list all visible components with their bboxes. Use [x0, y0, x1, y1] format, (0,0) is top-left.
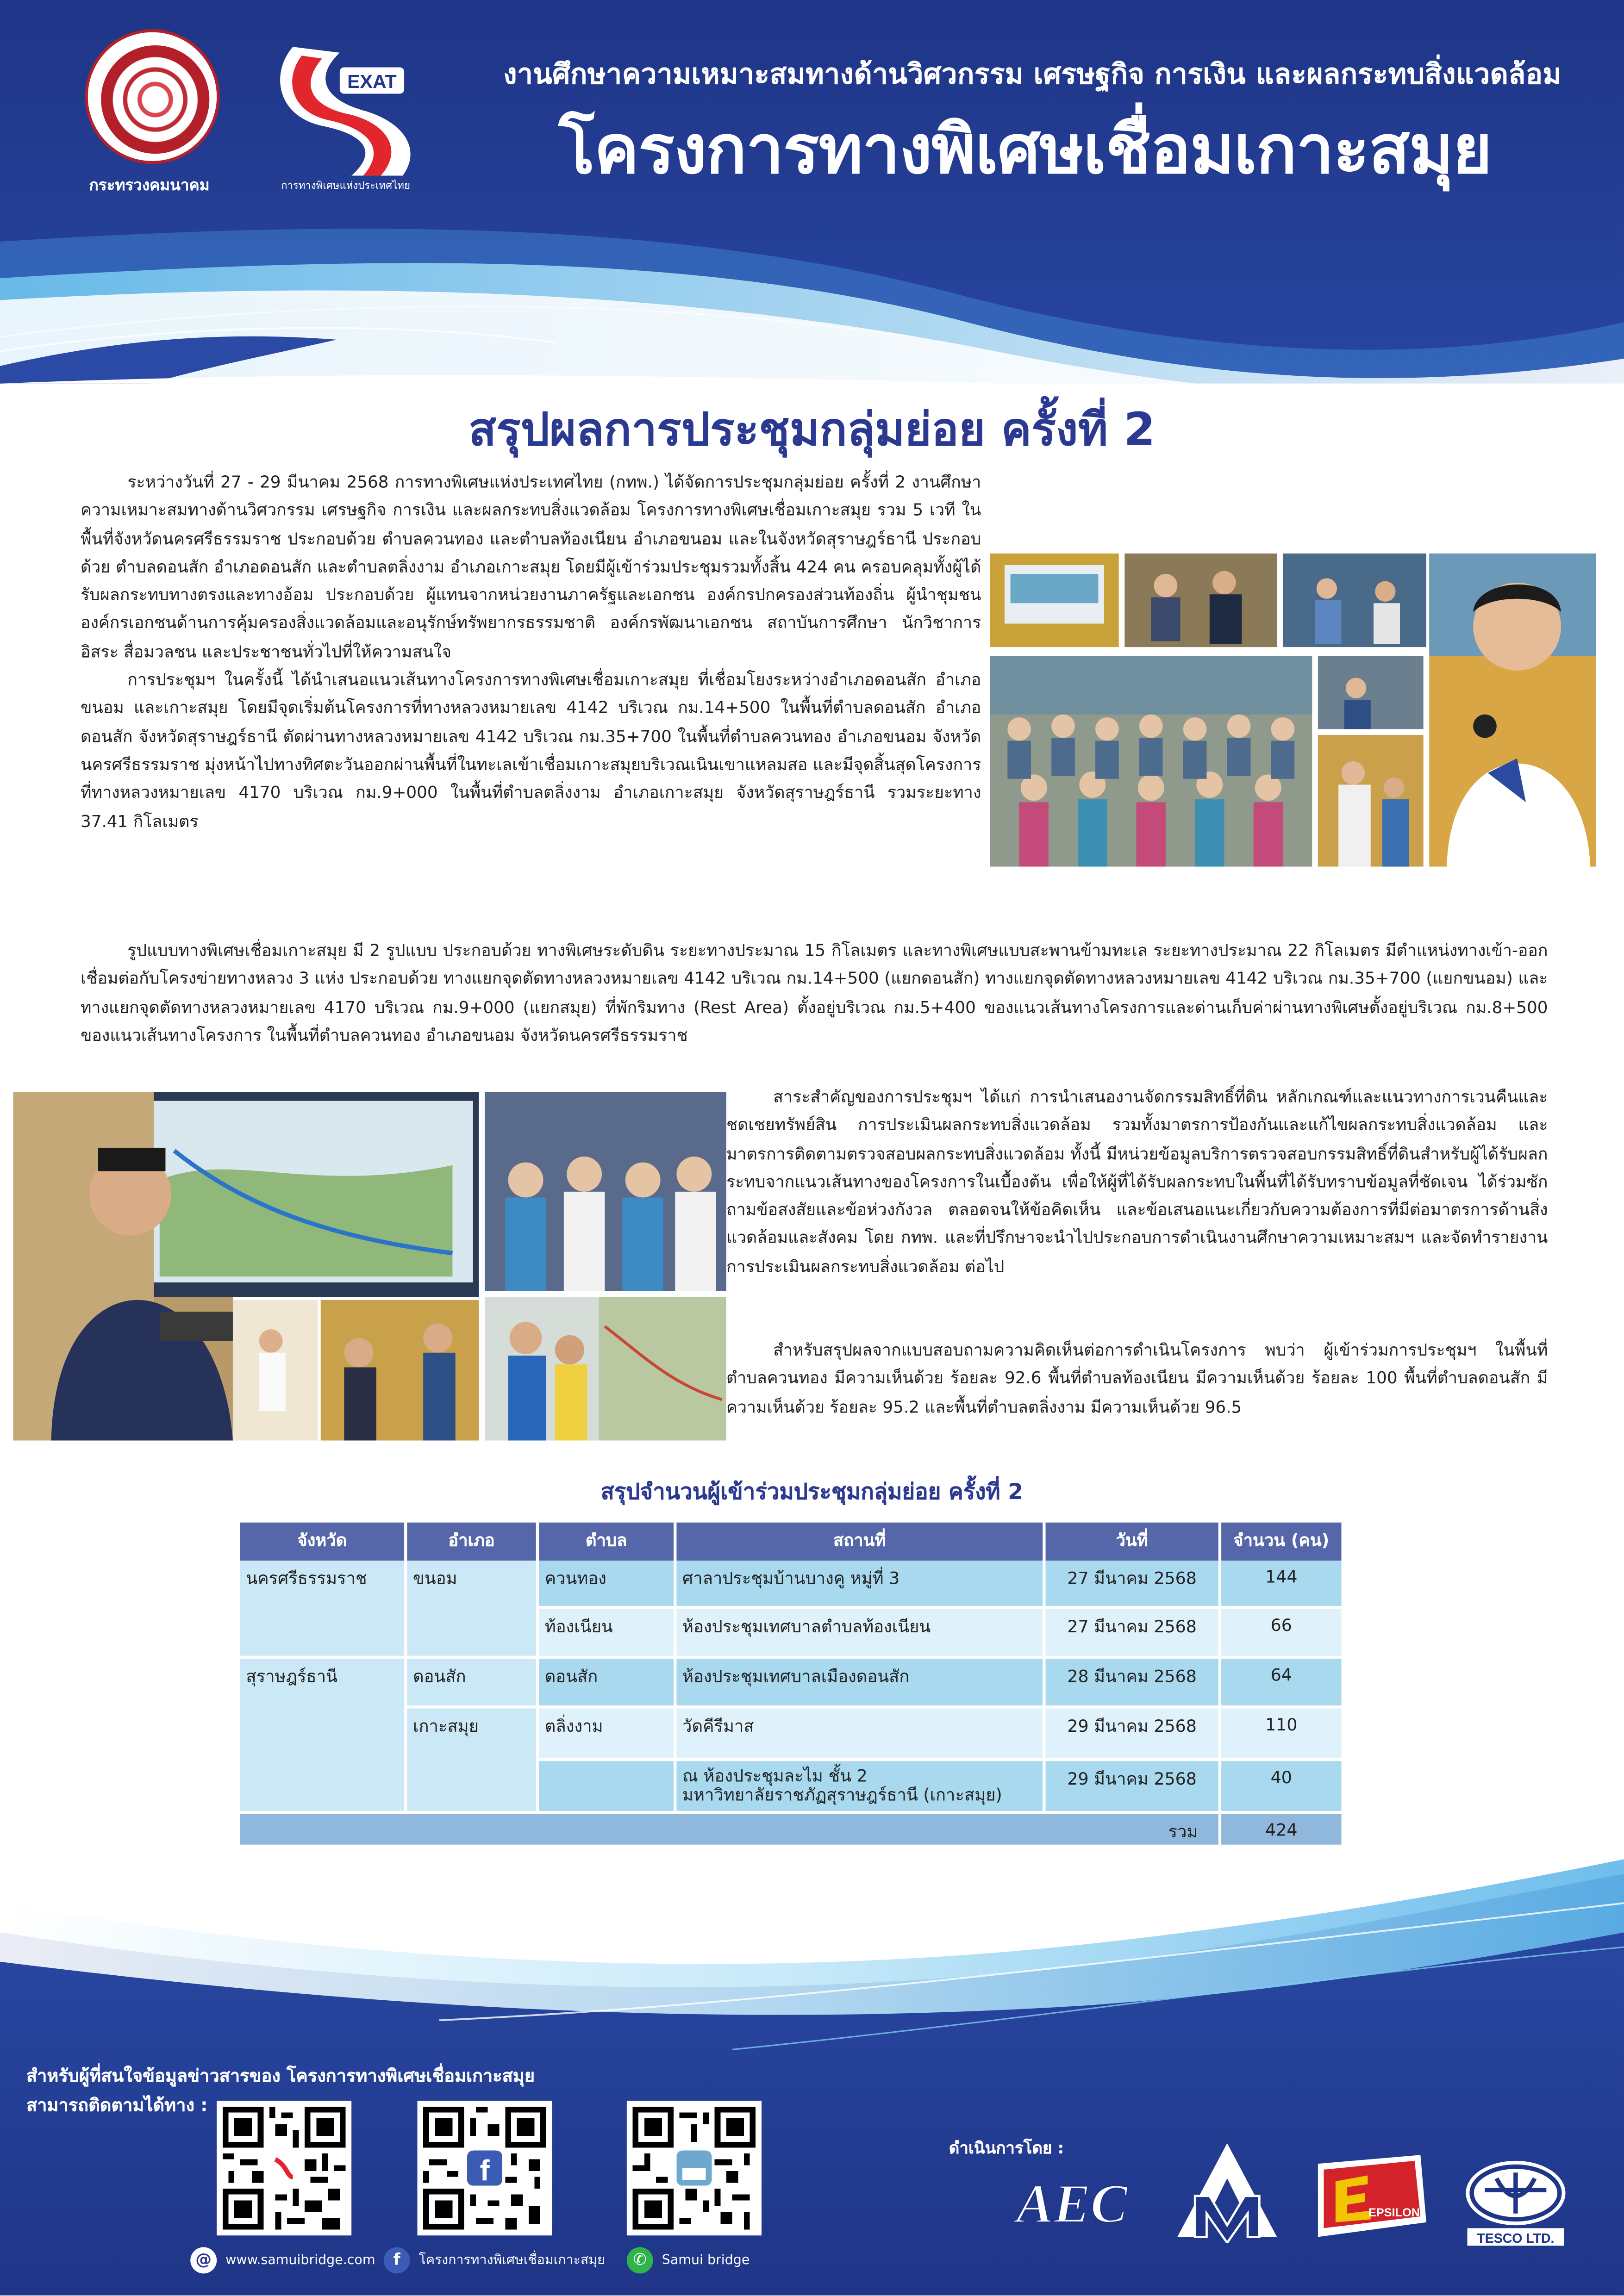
exat-logo — [263, 35, 425, 176]
venue-cell: ห้องประชุมเทศบาลเมืองดอนสัก — [675, 1657, 1044, 1707]
qr-code-line[interactable] — [627, 2101, 762, 2235]
aec-logo-text: AEC — [1016, 2173, 1128, 2235]
paragraph-5: สำหรับสรุปผลจากแบบสอบถามความคิดเห็นต่อการดำเนินโครงการ พบว่า ผู้เข้าร่วมการประชุมฯ ในพื้นที่ตำบลควนทอง มีความเห็นด้วย ร้อยละ 92.6 พื้นที่ตำบลท้องเนียน มีความเห็นด้วย ร้อยละ 100 พื้นที่ตำบลดอนสัก มีความเห็นด้วย ร้อยละ 95.2 และพื้นที่ตำบลตลิ่งงาม มีความเห็นด้วย 96.5 — [726, 1341, 1548, 1417]
venue-cell: ศาลาประชุมบ้านบางคู หมู่ที่ 3 — [675, 1561, 1044, 1607]
epsilon-logo-text: EPSILON — [1368, 2206, 1420, 2220]
aec-logo — [984, 2167, 1160, 2243]
total-value: 424 — [1220, 1812, 1343, 1865]
district-cell: เกาะสมุย — [406, 1707, 537, 1812]
subdistrict-cell: ตลิ่งงาม — [537, 1707, 675, 1760]
contact-line[interactable] — [627, 2247, 750, 2274]
paragraph-3: รูปแบบทางพิเศษเชื่อมเกาะสมุย มี 2 รูปแบบ ประกอบด้วย ทางพิเศษระดับดิน ระยะทางประมาณ 15 กิโลเมตร และทางพิเศษแบบสะพานข้ามทะเล ระยะทางประมาณ 22 กิโลเมตร มีตำแหน่งทางเข้า-ออกเชื่อมต่อกับโครงข่ายทางหลวง 3 แห่ง ประกอบด้วย ทางแยกจุดตัดทางหลวงหมายเลข 4142 บริเวณ กม.14+500 (แยกดอนสัก) ทางแยกจุดตัดทางหลวงหมายเลข 4142 บริเวณ กม.35+700 (แยกขนอม) และทางแยกจุดตัดทางหลวงหมายเลข 4170 บริเวณ กม.9+000 (แยกสมุย) ที่พักริมทาง (Rest Area) ตั้งอยู่บริเวณ กม.5+400 ของแนวเส้นทางโครงการและด่านเก็บค่าผ่านทางพิเศษตั้งอยู่บริเวณ กม.8+500 ของแนวเส้นทางโครงการ ในพื้นที่ตำบลควนทอง อำเภอขนอม จังหวัดนครศรีธรรมราช — [80, 941, 1548, 1045]
date-cell: 27 มีนาคม 2568 — [1044, 1561, 1220, 1607]
date-cell: 29 มีนาคม 2568 — [1044, 1760, 1220, 1812]
contact-facebook[interactable] — [384, 2247, 605, 2274]
count-cell: 40 — [1220, 1760, 1343, 1812]
col-header-count: จำนวน (คน) — [1220, 1523, 1343, 1561]
operated-by-label: ดำเนินการโดย : — [949, 2139, 1064, 2158]
subdistrict-cell — [537, 1760, 675, 1812]
district-cell: ขนอม — [406, 1561, 537, 1657]
col-header-province: จังหวัด — [240, 1523, 406, 1561]
paragraph-4: สาระสำคัญของการประชุมฯ ได้แก่ การนำเสนองานจัดกรรมสิทธิ์ที่ดิน หลักเกณฑ์และแนวทางการเวนคืนและชดเชยทรัพย์สิน การประเมินผลกระทบสิ่งแวดล้อม รวมทั้งมาตรการป้องกันและแก้ไขผลกระทบสิ่งแวดล้อม และมาตรการติดตามตรวจสอบผลกระทบสิ่งแวดล้อม ทั้งนี้ มีหน่วยข้อมูลบริการตรวจสอบกรรมสิทธิ์ที่ดินสำหรับผู้ได้รับผลกระทบจากแนวเส้นทางของโครงการในเบื้องต้น เพื่อให้ผู้ที่ได้รับผลกระทบในพื้นที่ได้รับทราบข้อมูลที่ชัดเจน ได้ร่วมซักถามข้อสงสัยและข้อห่วงกังวล ตลอดจนให้ข้อคิดเห็น และข้อเสนอแนะเกี่ยวกับความต้องการที่มีต่อมาตรการด้านสิ่งแวดล้อมและสังคม โดย กทพ. และที่ปรึกษาจะนำไปประกอบการดำเนินงานศึกษาความเหมาะสมฯ และจัดทำรายงานการประเมินผลกระทบสิ่งแวดล้อม ต่อไป — [726, 1088, 1548, 1276]
count-cell: 144 — [1220, 1561, 1343, 1607]
footer-info-line-2: สามารถติดตามได้ทาง : — [26, 2095, 208, 2116]
col-header-subdistrict: ตำบล — [537, 1523, 675, 1561]
epsilon-logo — [1306, 2152, 1432, 2243]
col-header-district: อำเภอ — [406, 1523, 537, 1561]
ministry-caption: กระทรวงคมนาคม — [89, 177, 210, 195]
table-row — [240, 1561, 1343, 1607]
header-subtitle: งานศึกษาความเหมาะสมทางด้านวิศวกรรม เศรษฐกิจ การเงิน และผลกระทบสิ่งแวดล้อม — [503, 58, 1562, 91]
col-header-date: วันที่ — [1044, 1523, 1220, 1561]
date-cell: 28 มีนาคม 2568 — [1044, 1657, 1220, 1707]
attendance-table — [240, 1523, 1344, 1867]
svg-text:f: f — [480, 2154, 490, 2187]
globe-icon: @ — [190, 2247, 217, 2274]
body-column-wide — [81, 937, 1548, 1050]
website-text: www.samuibridge.com — [225, 2253, 375, 2269]
body-column-top — [81, 468, 981, 836]
line-text: Samui bridge — [662, 2253, 750, 2269]
contact-website[interactable] — [190, 2247, 375, 2274]
count-cell: 66 — [1220, 1607, 1343, 1657]
count-cell: 110 — [1220, 1707, 1343, 1760]
col-header-venue: สถานที่ — [675, 1523, 1044, 1561]
subdistrict-cell: ท้องเนียน — [537, 1607, 675, 1657]
meeting-photo-collage-bottom — [13, 1092, 726, 1441]
body-column-right-2 — [726, 1337, 1548, 1421]
district-cell: ดอนสัก — [406, 1657, 537, 1707]
qr-code-facebook[interactable] — [418, 2101, 552, 2235]
partner-m-logo — [1172, 2137, 1283, 2243]
table-row — [240, 1707, 1343, 1760]
total-label: รวม — [240, 1812, 1220, 1865]
exat-badge-text: EXAT — [347, 70, 397, 92]
paragraph-2: การประชุมฯ ในครั้งนี้ ได้นำเสนอแนวเส้นทางโครงการทางพิเศษเชื่อมเกาะสมุย ที่เชื่อมโยงระหว่างอำเภอดอนสัก อำเภอขนอม และเกาะสมุย โดยมีจุดเริ่มต้นโครงการที่ทางหลวงหมายเลข 4142 บริเวณ กม.14+500 ในพื้นที่ตำบลดอนสัก อำเภอดอนสัก จังหวัดสุราษฎร์ธานี ตัดผ่านทางหลวงหมายเลข 4142 บริเวณ กม.35+700 ในพื้นที่ตำบลควนทอง อำเภอขนอม จังหวัดนครศรีธรรมราช มุ่งหน้าไปทางทิศตะวันออกผ่านพื้นที่ในทะเลเข้าเชื่อมเกาะสมุยบริเวณเนินเขาแหลมสอ และมีจุดสิ้นสุดโครงการที่ทางหลวงหมายเลข 4170 บริเวณ กม.9+000 ในพื้นที่ตำบลตลิ่งงาม อำเภอเกาะสมุย จังหวัดสุราษฎร์ธานี รวมระยะทาง 37.41 กิโลเมตร — [80, 670, 981, 831]
main-title: สรุปผลการประชุมกลุ่มย่อย ครั้งที่ 2 — [468, 404, 1156, 457]
tesco-logo-text: TESCO LTD. — [1477, 2231, 1555, 2246]
venue-cell: ห้องประชุมเทศบาลตำบลท้องเนียน — [675, 1607, 1044, 1657]
subdistrict-cell: ดอนสัก — [537, 1657, 675, 1707]
date-cell: 29 มีนาคม 2568 — [1044, 1707, 1220, 1760]
table-header-row — [240, 1523, 1343, 1561]
project-title: โครงการทางพิเศษเชื่อมเกาะสมุย — [558, 110, 1492, 189]
count-cell: 64 — [1220, 1657, 1343, 1707]
body-column-right — [726, 1083, 1548, 1281]
venue-cell: วัดคีรีมาส — [675, 1707, 1044, 1760]
facebook-icon: f — [384, 2247, 410, 2274]
tesco-ltd-logo — [1459, 2158, 1573, 2249]
meeting-photo-collage-top — [990, 554, 1596, 867]
paragraph-1: ระหว่างวันที่ 27 - 29 มีนาคม 2568 การทางพิเศษแห่งประเทศไทย (กทพ.) ได้จัดการประชุมกลุ่มย่อย ครั้งที่ 2 งานศึกษาความเหมาะสมทางด้านวิศวกรรม เศรษฐกิจ การเงิน และผลกระทบสิ่งแวดล้อม โครงการทางพิเศษเชื่อมเกาะสมุย รวม 5 เวที ในพื้นที่จังหวัดนครศรีธรรมราช ประกอบด้วย ตำบลควนทอง และตำบลท้องเนียน อำเภอขนอม และในจังหวัดสุราษฎร์ธานี ประกอบด้วย ตำบลดอนสัก อำเภอดอนสัก และตำบลตลิ่งงาม อำเภอเกาะสมุย โดยมีผู้เข้าร่วมประชุมรวมทั้งสิ้น 424 คน ครอบคลุมทั้งผู้ได้รับผลกระทบทางตรงและทางอ้อม ประกอบด้วย ผู้แทนจากหน่วยงานภาครัฐและเอกชน องค์กรปกครองส่วนท้องถิ่น ผู้นำชุมชน องค์กรเอกชนด้านการคุ้มครองสิ่งแวดล้อมและอนุรักษ์ทรัพยากรธรรมชาติ องค์กรพัฒนาเอกชน สถาบันการศึกษา นักวิชาการอิสระ สื่อมวลชน และประชาชนทั่วไปที่ให้ความสนใจ — [80, 473, 981, 662]
ministry-seal-logo — [88, 32, 217, 161]
date-cell: 27 มีนาคม 2568 — [1044, 1607, 1220, 1657]
province-cell: สุราษฎร์ธานี — [240, 1657, 406, 1812]
table-title: สรุปจำนวนผู้เข้าร่วมประชุมกลุ่มย่อย ครั้งที่ 2 — [600, 1478, 1024, 1505]
line-chat-icon: ✆ — [627, 2247, 653, 2274]
qr-code-website[interactable] — [217, 2101, 351, 2235]
venue-line-1: ณ ห้องประชุมละไม ชั้น 2 — [682, 1765, 868, 1786]
subdistrict-cell: ควนทอง — [537, 1561, 675, 1607]
exat-caption: การทางพิเศษแห่งประเทศไทย — [281, 180, 410, 192]
footer-info-line-1: สำหรับผู้ที่สนใจข้อมูลข่าวสารของ โครงการทางพิเศษเชื่อมเกาะสมุย — [26, 2066, 535, 2086]
venue-cell — [675, 1760, 1044, 1812]
facebook-text: โครงการทางพิเศษเชื่อมเกาะสมุย — [418, 2253, 605, 2269]
province-cell: นครศรีธรรมราช — [240, 1561, 406, 1657]
table-row — [240, 1657, 1343, 1707]
venue-line-2: มหาวิทยาลัยราชภัฏสุราษฎร์ธานี (เกาะสมุย) — [682, 1784, 1002, 1805]
